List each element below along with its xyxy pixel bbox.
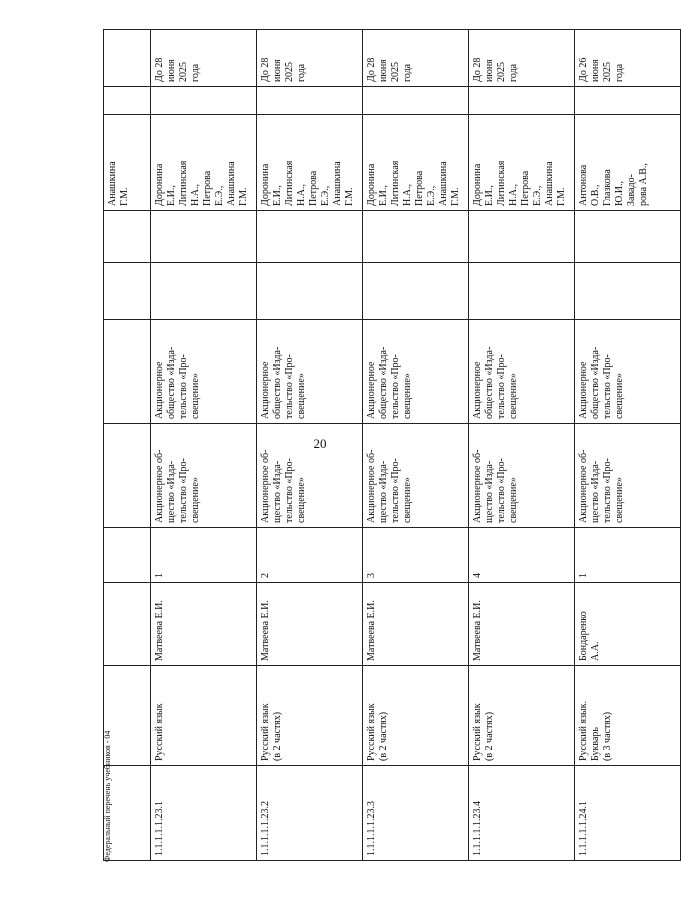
cell-publisher (363, 424, 469, 528)
table-row (151, 30, 257, 861)
cell-empty (575, 263, 681, 320)
cell-author (151, 583, 257, 666)
cell-authors (363, 115, 469, 211)
cell-empty (363, 211, 469, 263)
cell-publisher (257, 424, 363, 528)
cell-publisher (257, 320, 363, 424)
authors-text: Доронина Е.И., Литинская Н.А., Петрова Е.Э., Анашкина Г.М. (472, 160, 567, 206)
code-text: 1.1.1.1.1.24.1 (578, 801, 589, 856)
cell-grade (575, 528, 681, 583)
table-row (257, 30, 363, 861)
cell-empty (104, 424, 151, 528)
code-text: 1.1.1.1.1.23.1 (154, 801, 165, 856)
cell-code (575, 766, 681, 861)
cell-date (257, 30, 363, 87)
cell-authors (575, 115, 681, 211)
cell-author (575, 583, 681, 666)
publisher-text: Акционерное об- щество «Изда- тельство «Про- свещение» (260, 449, 307, 523)
date-text: До 28 июня 2025 года (366, 57, 413, 82)
cell-code (257, 766, 363, 861)
subject-text: Русский язык (в 2 частях) (366, 703, 389, 761)
cell-publisher (469, 320, 575, 424)
authors-text: Антонова О.В., Глазкова Ю.И., Завадо- рова А.В., (578, 163, 649, 206)
cell-empty (363, 263, 469, 320)
cell-grade (257, 528, 363, 583)
authors-text: Доронина Е.И., Литинская Н.А., Петрова Е.Э., Анашкина Г.М. (260, 160, 355, 206)
cell-code (469, 766, 575, 861)
cell-authors (257, 115, 363, 211)
cell-empty (151, 211, 257, 263)
author-text: Бондаренко А.А. (578, 611, 601, 661)
cell-empty (151, 87, 257, 115)
cell-empty (151, 263, 257, 320)
cell-publisher (575, 320, 681, 424)
cell-date (575, 30, 681, 87)
cell-empty (104, 87, 151, 115)
cell-empty (363, 87, 469, 115)
cell-empty (257, 211, 363, 263)
grade-text: 1 (578, 573, 589, 578)
cell-publisher (151, 320, 257, 424)
cell-date (151, 30, 257, 87)
publisher-text: Акционерное общество «Изда- тельство «Про- свещение» (154, 346, 201, 419)
authors-text: Анашкина Г.М. (107, 161, 130, 206)
date-text: До 28 июня 2025 года (154, 57, 201, 82)
publisher-text: Акционерное об- щество «Изда- тельство «Про- свещение» (154, 449, 201, 523)
authors-text: Доронина Е.И., Литинская Н.А., Петрова Е.Э., Анашкина Г.М. (154, 160, 249, 206)
grade-text: 2 (260, 573, 271, 578)
date-text: До 26 июня 2025 года (578, 57, 625, 82)
code-text: 1.1.1.1.1.23.2 (260, 801, 271, 856)
cell-grade (151, 528, 257, 583)
table-row (575, 30, 681, 861)
publisher-text: Акционерное общество «Изда- тельство «Про- свещение» (472, 346, 519, 419)
authors-text: Доронина Е.И., Литинская Н.А., Петрова Е.Э., Анашкина Г.М. (366, 160, 461, 206)
code-text: 1.1.1.1.1.23.4 (472, 801, 483, 856)
grade-text: 1 (154, 573, 165, 578)
author-text: Матвеева Е.И. (472, 600, 483, 661)
cell-subject (151, 666, 257, 766)
cell-grade (469, 528, 575, 583)
cell-subject (575, 666, 681, 766)
date-text: До 28 июня 2025 года (260, 57, 307, 82)
publisher-text: Акционерное общество «Изда- тельство «Про- свещение» (578, 346, 625, 419)
cell-author (363, 583, 469, 666)
table-row-continued (104, 30, 151, 861)
publisher-text: Акционерное об- щество «Изда- тельство «Про- свещение» (366, 449, 413, 523)
cell-date (469, 30, 575, 87)
author-text: Матвеева Е.И. (366, 600, 377, 661)
cell-empty (104, 30, 151, 87)
cell-date (363, 30, 469, 87)
cell-empty (104, 528, 151, 583)
cell-author (257, 583, 363, 666)
cell-publisher (151, 424, 257, 528)
subject-text: Русский язык (154, 703, 165, 761)
cell-empty (104, 320, 151, 424)
cell-empty (575, 87, 681, 115)
grade-text: 4 (472, 573, 483, 578)
cell-authors (104, 115, 151, 211)
date-text: До 28 июня 2025 года (472, 57, 519, 82)
cell-publisher (469, 424, 575, 528)
cell-author (469, 583, 575, 666)
cell-empty (104, 583, 151, 666)
cell-subject (363, 666, 469, 766)
textbook-table (103, 29, 681, 861)
table-row (469, 30, 575, 861)
cell-authors (469, 115, 575, 211)
publisher-text: Акционерное об- щество «Изда- тельство «Про- свещение» (578, 449, 625, 523)
cell-empty (104, 263, 151, 320)
cell-empty (469, 263, 575, 320)
code-text: 1.1.1.1.1.23.3 (366, 801, 377, 856)
cell-grade (363, 528, 469, 583)
publisher-text: Акционерное общество «Изда- тельство «Про- свещение» (260, 346, 307, 419)
subject-text: Русский язык (в 2 частях) (260, 703, 283, 761)
cell-subject (257, 666, 363, 766)
grade-text: 3 (366, 573, 377, 578)
cell-code (363, 766, 469, 861)
author-text: Матвеева Е.И. (154, 600, 165, 661)
publisher-text: Акционерное об- щество «Изда- тельство «Про- свещение» (472, 449, 519, 523)
cell-empty (104, 211, 151, 263)
cell-empty (469, 211, 575, 263)
cell-publisher (363, 320, 469, 424)
publisher-text: Акционерное общество «Изда- тельство «Про- свещение» (366, 346, 413, 419)
footer-text: Федеральный перечень учебников - 04 (103, 730, 112, 862)
cell-empty (257, 263, 363, 320)
cell-empty (104, 766, 151, 861)
rotated-table-wrapper (103, 30, 649, 861)
cell-publisher (575, 424, 681, 528)
cell-empty (469, 87, 575, 115)
page-number: 20 (313, 436, 327, 451)
cell-empty (575, 211, 681, 263)
author-text: Матвеева Е.И. (260, 600, 271, 661)
cell-subject (469, 666, 575, 766)
table-row (363, 30, 469, 861)
subject-text: Русский язык. Букварь (в 3 частях) (578, 700, 613, 761)
cell-code (151, 766, 257, 861)
cell-empty (104, 666, 151, 766)
cell-authors (151, 115, 257, 211)
cell-empty (257, 87, 363, 115)
subject-text: Русский язык (в 2 частях) (472, 703, 495, 761)
